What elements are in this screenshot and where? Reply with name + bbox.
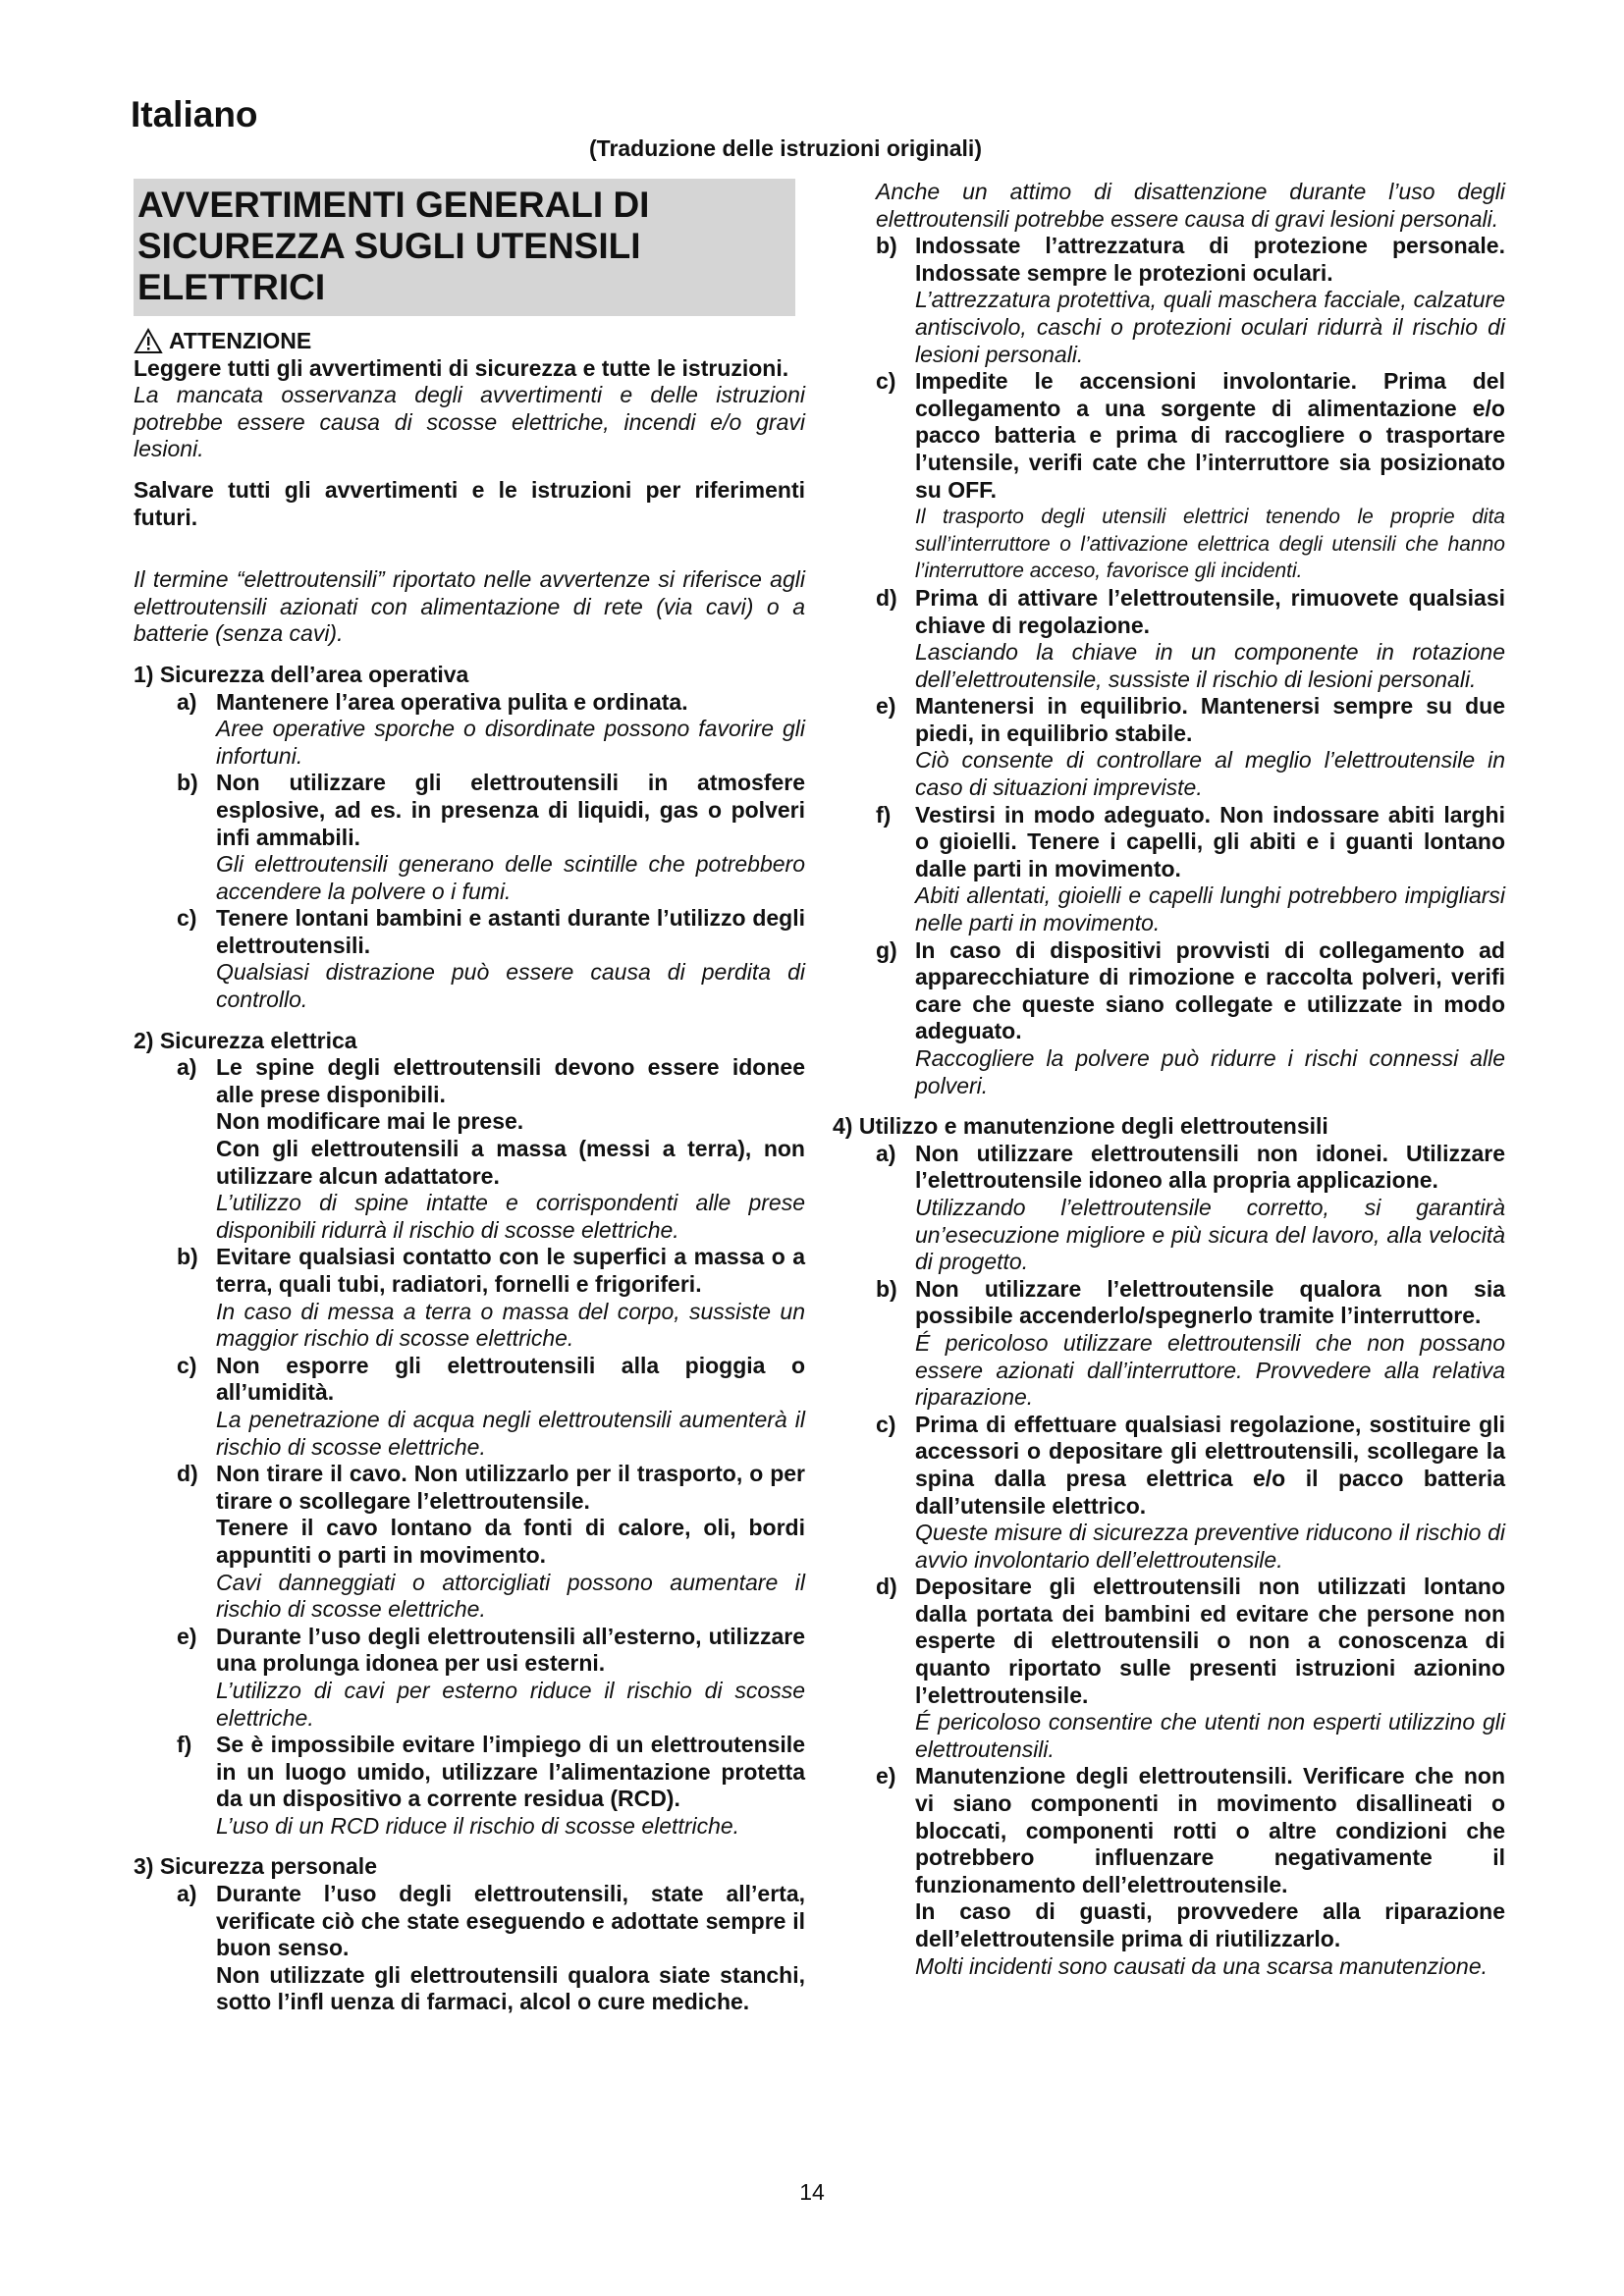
language-title: Italiano	[131, 94, 258, 134]
s3f-item: f) Vestirsi in modo adeguato. Non indossare abiti larghi o gioielli. Tenere i capelli, gli abiti e i guanti lontano dalle parti in movimento.	[876, 801, 1505, 881]
s2c-item: c) Non esporre gli elettroutensili alla pioggia o all’umidità.	[177, 1352, 805, 1406]
s4c-item: c) Prima di effettuare qualsiasi regolazione, sostituire gli accessori o depositare gli elettroutensili, scollegare la spina dalla presa elettrica e/o il pacco batteria dall’utensile elettrico.	[876, 1411, 1505, 1519]
s3d-item: d) Prima di attivare l’elettroutensile, rimuovete qualsiasi chiave di regolazione.	[876, 584, 1505, 638]
s1a-item: a) Mantenere l’area operativa pulita e ordinata.	[177, 688, 688, 715]
s3a-item: a) Durante l’uso degli elettroutensili, state all’erta, verificate ciò che state eseguendo e adottate sempre il buon senso.	[177, 1881, 805, 1961]
s4d-note: É pericoloso consentire che utenti non esperti utilizzino gli elettroutensili.	[915, 1709, 1505, 1762]
s3b-note: L’attrezzatura protettiva, quali maschera facciale, calzature antiscivolo, caschi o protezioni oculari ridurrà il rischio di lesioni personali.	[915, 287, 1505, 367]
s3c-note: Il trasporto degli utensili elettrici tenendo le proprie dita sull’interruttore o l’attivazione elettrica degli utensili che hanno l’interruttore acceso, favorisce gli incidenti.	[915, 506, 1505, 583]
right-column	[833, 179, 1505, 1980]
left-column	[134, 179, 805, 2016]
translation-subtitle: (Traduzione delle istruzioni originali)	[589, 135, 982, 161]
read-all-note: La mancata osservanza degli avvertimenti e delle istruzioni potrebbe essere causa di scosse elettriche, incendi e/o gravi lesioni.	[134, 382, 805, 462]
s3g-item: g) In caso di dispositivi provvisti di collegamento ad apparecchiature di rimozione e raccolta polveri, verifi care che queste siano collegate e utilizzate in modo adeguato.	[876, 936, 1505, 1044]
section-heading: AVVERTIMENTI GENERALI DI SICUREZZA SUGLI UTENSILI ELETTRICI	[134, 179, 795, 316]
attention-label: ATTENZIONE	[169, 328, 312, 353]
s2e-item: e) Durante l’uso degli elettroutensili all’esterno, utilizzare una prolunga idonea per usi esterni.	[177, 1623, 805, 1677]
s3d-note: Lasciando la chiave in un componente in rotazione dell’elettroutensile, sussiste il rischio di lesioni personali.	[915, 639, 1505, 692]
attention-line	[134, 328, 805, 355]
warning-triangle-icon	[134, 328, 163, 354]
s1b-note: Gli elettroutensili generano delle scintille che potrebbero accendere la polvere o i fumi.	[216, 851, 805, 904]
s3a-note: Anche un attimo di disattenzione durante l’uso degli elettroutensili potrebbe essere causa di gravi lesioni personali.	[876, 179, 1505, 232]
s2d-item: d) Non tirare il cavo. Non utilizzarlo per il trasporto, o per tirare o scollegare l’elettroutensile.	[177, 1461, 805, 1514]
s4a-item: a) Non utilizzare elettroutensili non idonei. Utilizzare l’elettroutensile idoneo alla propria applicazione.	[876, 1140, 1505, 1194]
s3e-note: Ciò consente di controllare al meglio l’elettroutensile in caso di situazioni impreviste.	[915, 747, 1505, 801]
s1c-item: c) Tenere lontani bambini e astanti durante l’utilizzo degli elettroutensili.	[177, 905, 805, 958]
s4b-item: b) Non utilizzare l’elettroutensile qualora non sia possibile accenderlo/spegnerlo tramite l’interruttore.	[876, 1275, 1505, 1329]
s3f-note: Abiti allentati, gioielli e capelli lunghi potrebbero impigliarsi nelle parti in movimento.	[915, 882, 1505, 936]
s4c-note: Queste misure di sicurezza preventive riducono il rischio di avvio involontario dell’elettroutensile.	[915, 1520, 1505, 1573]
s4e-bold-2: In caso di guasti, provvedere alla riparazione dell’elettroutensile prima di riutilizzarlo.	[915, 1898, 1505, 1951]
s2b-note: In caso di messa a terra o massa del corpo, sussiste un maggior rischio di scosse elettriche.	[216, 1298, 805, 1352]
s2f-item: f) Se è impossibile evitare l’impiego di un elettroutensile in un luogo umido, utilizzare l’alimentazione protetta da un dispositivo a corrente residua (RCD).	[177, 1732, 805, 1812]
s2d-bold-2: Tenere il cavo lontano da fonti di calore, oli, bordi appuntiti o parti in movimento.	[216, 1515, 805, 1568]
s3g-note: Raccogliere la polvere può ridurre i rischi connessi alle polveri.	[915, 1045, 1505, 1098]
s3a-bold-2: Non utilizzate gli elettroutensili qualora siate stanchi, sotto l’infl uenza di farmaci, alcol o cure mediche.	[216, 1961, 805, 2015]
page-number: 14	[799, 2179, 825, 2205]
section-2-title: 2) Sicurezza elettrica	[134, 1027, 357, 1053]
save-all-text: Salvare tutti gli avvertimenti e le istruzioni per riferimenti futuri.	[134, 476, 805, 530]
s1c-note: Qualsiasi distrazione può essere causa di perdita di controllo.	[216, 959, 805, 1013]
s2a-item: a) Le spine degli elettroutensili devono essere idonee alle prese disponibili.	[177, 1054, 805, 1107]
s2c-note: La penetrazione di acqua negli elettroutensili aumenterà il rischio di scosse elettriche.	[216, 1406, 805, 1460]
s4d-item: d) Depositare gli elettroutensili non utilizzati lontano dalla portata dei bambini ed evitare che persone non esperte di elettroutensili o non a conoscenza di quanto riportato sulle presenti istruzioni azionino l’elettroutensile.	[876, 1574, 1505, 1708]
s1b-item: b) Non utilizzare gli elettroutensili in atmosfere esplosive, ad es. in presenza di liquidi, gas o polveri infi ammabili.	[177, 770, 805, 850]
s4e-item: e) Manutenzione degli elettroutensili. Verificare che non vi siano componenti in movimento disallineati o bloccati, componenti rotti o altre condizioni che potrebbero influenzare negativamente il funzionamento dell’elettroutensile.	[876, 1763, 1505, 1897]
s2e-note: L’utilizzo di cavi per esterno riduce il rischio di scosse elettriche.	[216, 1677, 805, 1731]
s3e-item: e) Mantenersi in equilibrio. Mantenersi sempre su due piedi, in equilibrio stabile.	[876, 693, 1505, 746]
s4b-note: É pericoloso utilizzare elettroutensili che non possano essere azionati dall’interruttore. Provvedere alla relativa riparazione.	[915, 1329, 1505, 1411]
s4e-note: Molti incidenti sono causati da una scarsa manutenzione.	[915, 1952, 1489, 1979]
s2a-bold-2: Non modificare mai le prese.	[216, 1108, 524, 1135]
s2b-item: b) Evitare qualsiasi contatto con le superfici a massa o a terra, quali tubi, radiatori, fornelli e frigoriferi.	[177, 1244, 805, 1297]
s2a-note: L’utilizzo di spine intatte e corrispondenti alle prese disponibili ridurrà il rischio di scosse elettriche.	[216, 1190, 805, 1243]
s3b-item: b) Indossate l’attrezzatura di protezione personale. Indossate sempre le protezioni oculari.	[876, 233, 1505, 286]
s2f-note: L’uso di un RCD riduce il rischio di scosse elettriche.	[216, 1812, 740, 1839]
section-4-title: 4) Utilizzo e manutenzione degli elettroutensili	[833, 1113, 1328, 1140]
s4a-note: Utilizzando l’elettroutensile corretto, si garantirà un’esecuzione migliore e più sicura del lavoro, alla velocità di progetto.	[915, 1194, 1505, 1275]
term-note: Il termine “elettroutensili” riportato nelle avvertenze si riferisce agli elettroutensili azionati con alimentazione di rete (via cavi) o a batterie (senza cavi).	[134, 566, 805, 647]
s1a-note: Aree operative sporche o disordinate possono favorire gli infortuni.	[216, 716, 805, 769]
s2a-bold-3: Con gli elettroutensili a massa (messi a terra), non utilizzare alcun adattatore.	[216, 1136, 805, 1189]
s3c-item: c) Impedite le accensioni involontarie. Prima del collegamento a una sorgente di alimentazione e/o pacco batteria e prima di raccogliere o trasportare l’utensile, verifi cate che l’interruttore sia posizionato su OFF.	[876, 368, 1505, 503]
section-1-title: 1) Sicurezza dell’area operativa	[134, 661, 469, 687]
section-3-title: 3) Sicurezza personale	[134, 1853, 377, 1880]
s2d-note: Cavi danneggiati o attorcigliati possono aumentare il rischio di scosse elettriche.	[216, 1569, 805, 1623]
read-all-text: Leggere tutti gli avvertimenti di sicurezza e tutte le istruzioni.	[134, 354, 789, 381]
